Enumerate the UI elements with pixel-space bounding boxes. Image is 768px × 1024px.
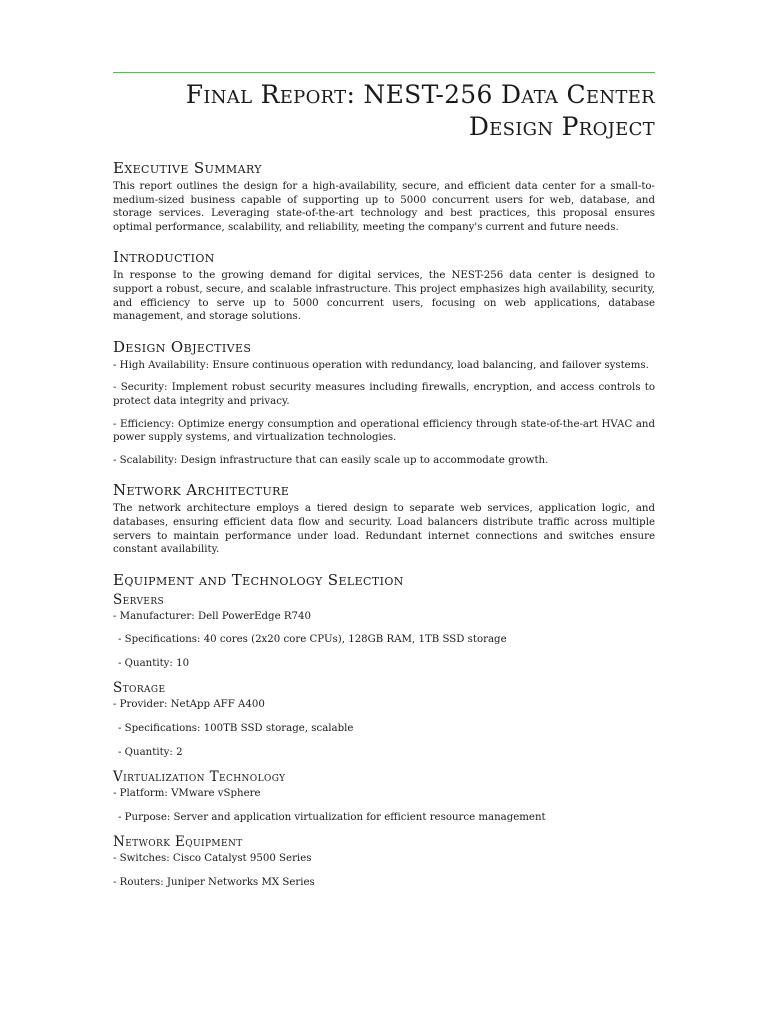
network-equipment-subsection [113,834,655,889]
storage-subsection [113,680,655,759]
report-title: Final Report: NEST-256 Data Center Design Project [185,80,655,141]
executive-summary-heading: Executive Summary [113,159,262,177]
objective-efficiency: - Efficiency: Optimize energy consumption and operational efficiency through state-of-the-art HVAC and power supply systems, and virtualization technologies. [113,418,655,444]
introduction-heading: Introduction [113,248,215,267]
design-objectives-section [113,338,655,468]
storage-heading: Storage [113,680,166,697]
document-page [113,72,655,904]
objective-security: - Security: Implement robust security measures including firewalls, encryption, and access controls to protect data integrity and privacy. [113,382,655,407]
header-rule [113,72,655,73]
servers-specifications: - Specifications: 40 cores (2x20 core CPUs), 128GB RAM, 1TB SSD storage [118,634,507,646]
introduction-body: In response to the growing demand for digital services, the NEST-256 data center is designed to support a robust, secure, and scalable infrastructure. This project emphasizes high availability, security, and efficiency to serve up to 5000 concurrent users, focusing on web applications, database management, and storage solutions. [113,270,655,323]
storage-quantity: - Quantity: 2 [118,746,183,758]
virtualization-purpose: - Purpose: Server and application virtualization for efficient resource management [118,811,546,823]
design-objectives-heading: Design Objectives [113,337,252,356]
equipment-section [113,571,655,890]
network-architecture-heading: Network Architecture [113,481,290,500]
virtualization-heading: Virtualization Technology [113,769,286,786]
network-architecture-body: The network architecture employs a tiered design to separate web services, application logic, and databases, ensuring efficient data flow and security. Load balancers distribute traffic across multiple servers to maintain performance under load. Redundant internet connections and switches ensure constant availability. [113,503,655,556]
servers-heading: Servers [113,591,165,608]
network-architecture-section [113,481,655,556]
servers-manufacturer: - Manufacturer: Dell PowerEdge R740 [113,610,311,622]
objective-scalability: - Scalability: Design infrastructure that can easily scale up to accommodate growth. [113,454,549,466]
virtualization-subsection [113,769,655,824]
servers-quantity: - Quantity: 10 [118,657,190,669]
storage-specifications: - Specifications: 100TB SSD storage, scalable [118,723,354,735]
executive-summary-body: This report outlines the design for a high-availability, secure, and efficient data center for a small-to-medium-sized business capable of supporting up to 5000 concurrent users for web, database, and storage services. Leveraging state-of-the-art technology and best practices, this proposal ensures optimal performance, scalability, and reliability, meeting the company's current and future needs. [113,181,655,233]
equipment-heading: Equipment and Technology Selection [113,570,404,589]
objective-high-availability: - High Availability: Ensure continuous operation with redundancy, load balancing, and failover systems. [113,359,649,371]
executive-summary-section [113,159,655,234]
network-equipment-heading: Network Equipment [113,834,243,851]
storage-provider: - Provider: NetApp AFF A400 [113,699,265,711]
network-equipment-switches: - Switches: Cisco Catalyst 9500 Series [113,853,312,865]
network-equipment-routers: - Routers: Juniper Networks MX Series [113,877,315,889]
servers-subsection [113,592,655,671]
virtualization-platform: - Platform: VMware vSphere [113,788,261,800]
introduction-section [113,248,655,323]
